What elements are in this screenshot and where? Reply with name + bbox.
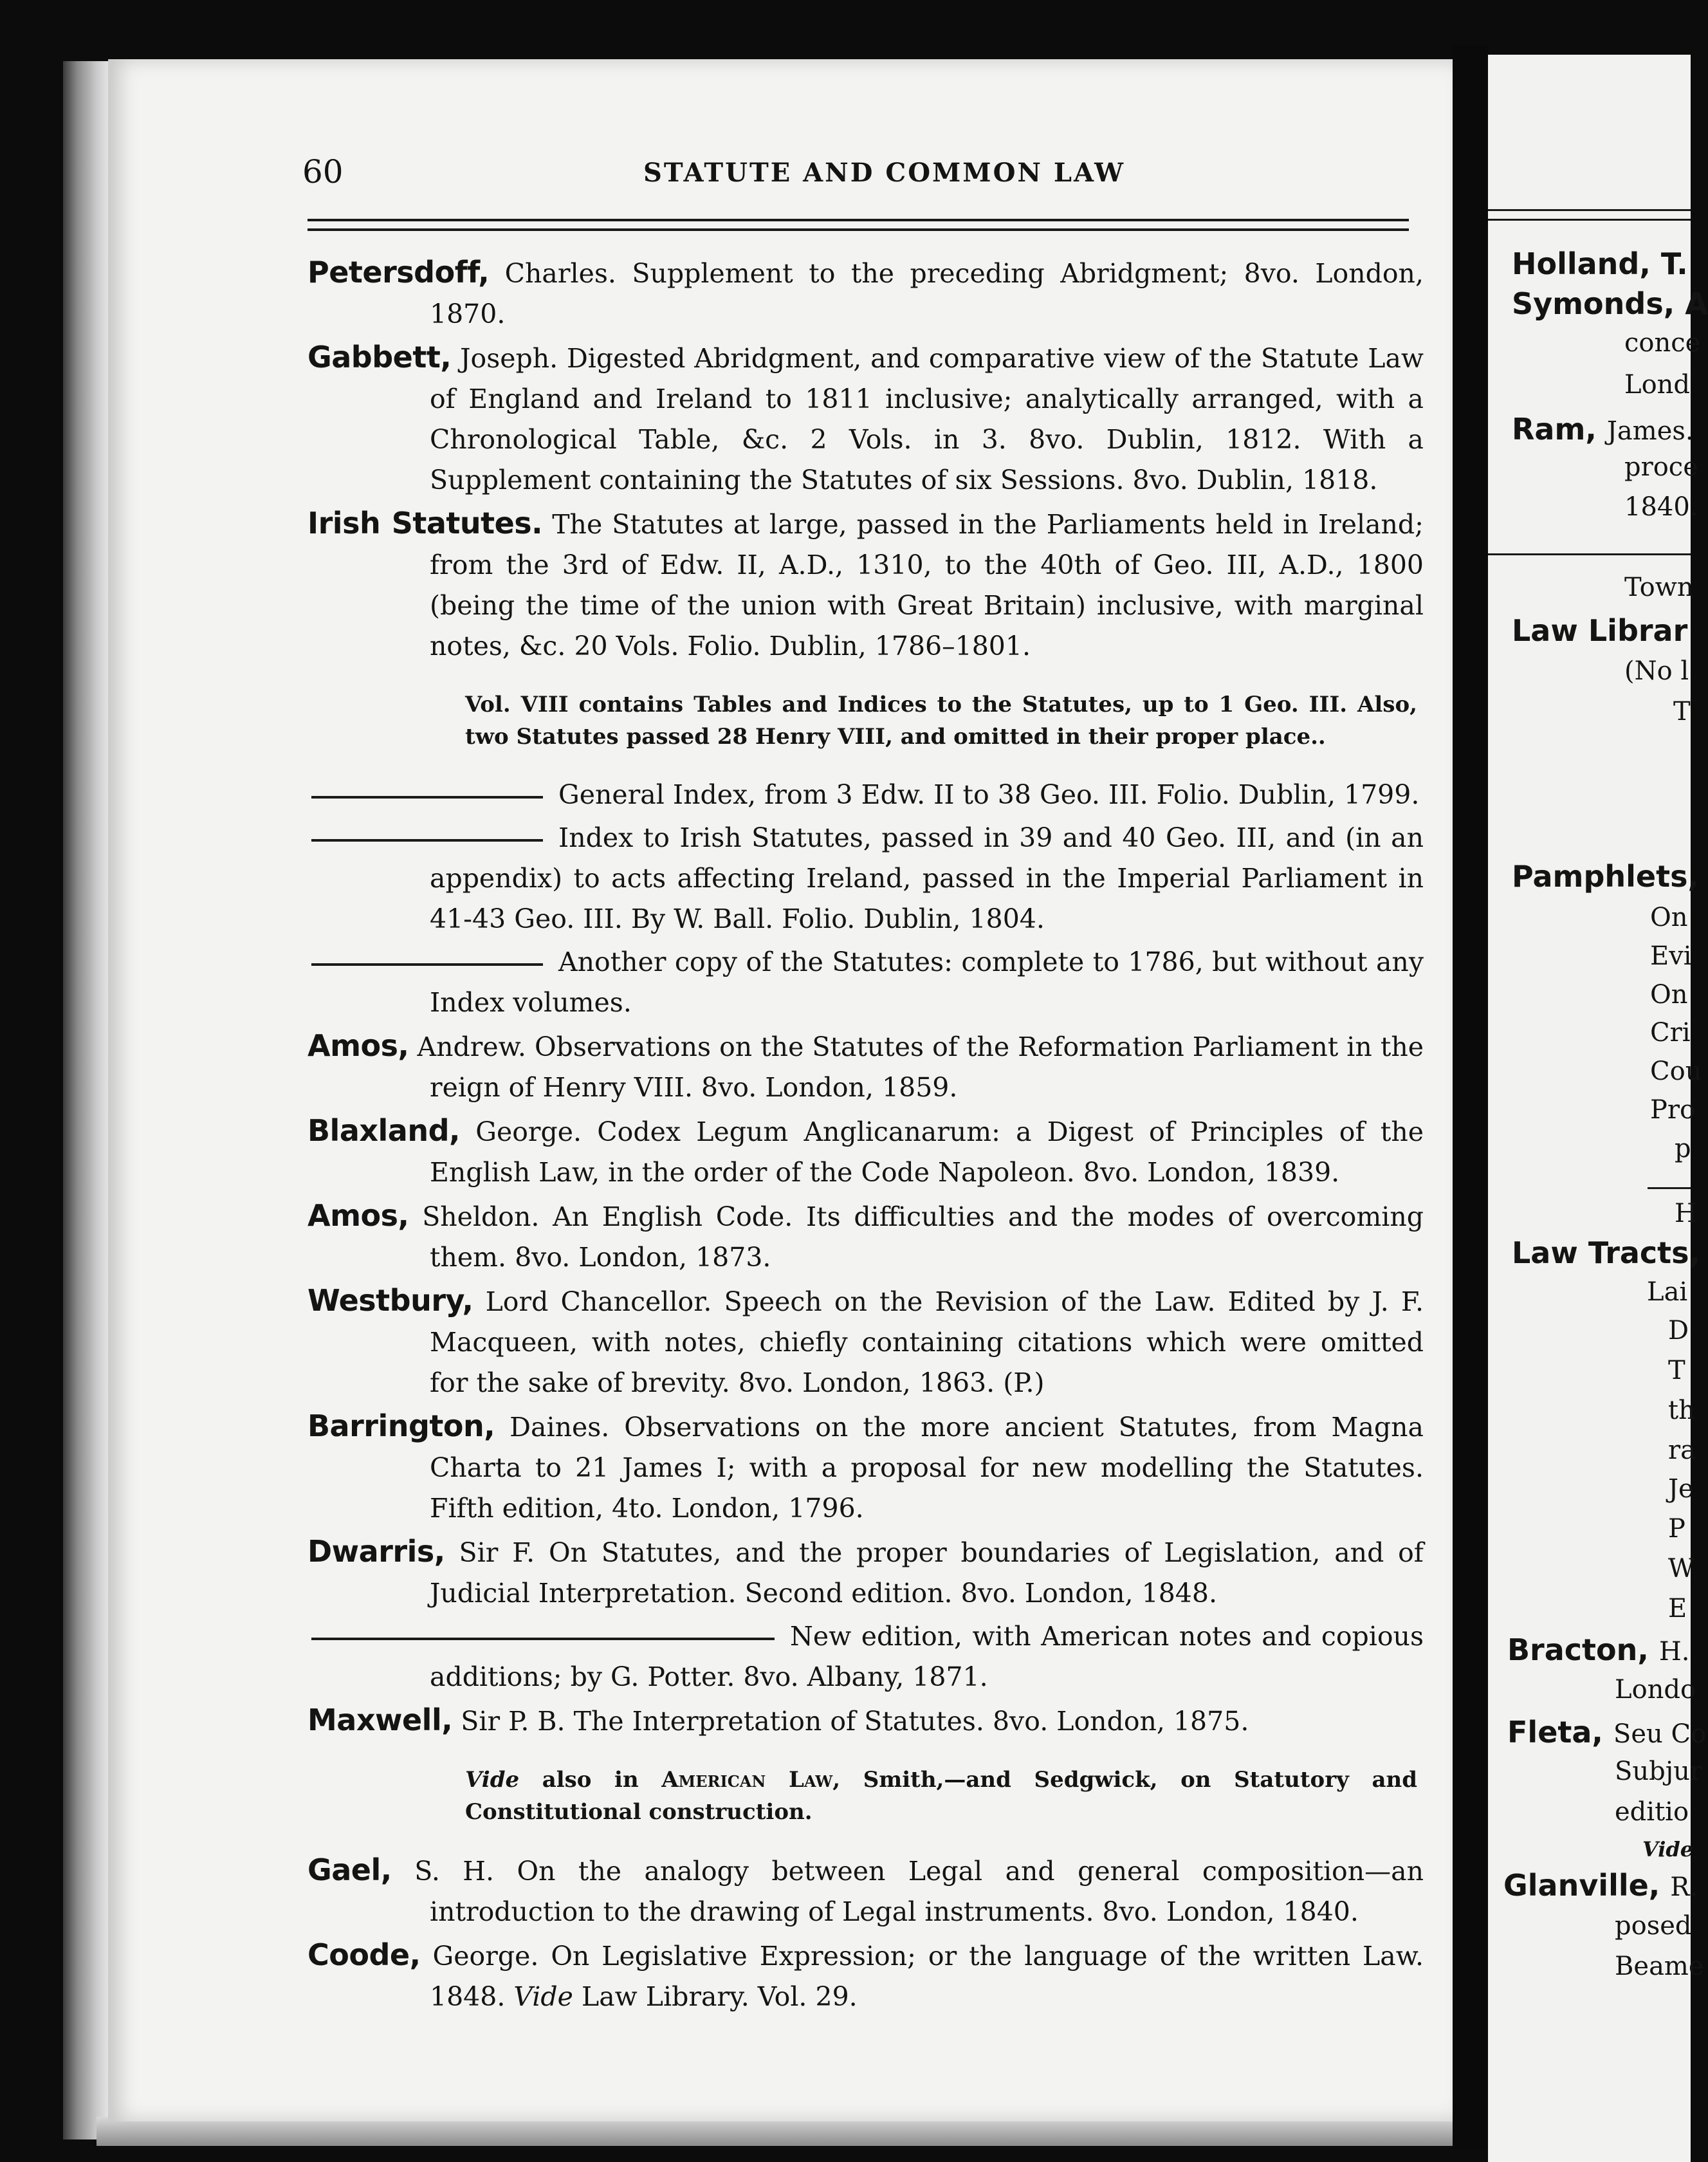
ditto-rule bbox=[311, 963, 543, 966]
ditto-rule bbox=[311, 1638, 775, 1640]
right-entry-fleta: Fleta, Seu Co bbox=[1507, 1715, 1707, 1750]
entry-amos-sheldon: Amos, Sheldon. An English Code. Its difficulties and the modes of overcoming them. 8vo. London, 1873. bbox=[308, 1198, 1424, 1273]
header-rule bbox=[1488, 219, 1691, 221]
right-line: Lond bbox=[1624, 370, 1691, 400]
right-line: Cri bbox=[1650, 1018, 1691, 1048]
entry-dwarris: Dwarris, Sir F. On Statutes, and the proper boundaries of Legislation, and of Judicial Interpretation. Second edition. 8vo. London, 1848. bbox=[308, 1534, 1424, 1609]
right-line: Lai bbox=[1647, 1277, 1688, 1307]
entry-gabbett: Gabbett, Joseph. Digested Abridgment, and comparative view of the Statute Law of England and Ireland to 1811 inclusive; analytically arranged, with a Chronological Table, &c. 2 Vols. in 3. 8vo. Dublin, 1812. With a Supplement containing the Statutes of six Sessions. 8vo. Dublin, 1818. bbox=[308, 340, 1424, 495]
header-rule bbox=[308, 228, 1409, 231]
right-entry-ram: Ram, James. bbox=[1512, 412, 1694, 447]
section-rule bbox=[1648, 1187, 1691, 1189]
entry-general-index: General Index, from 3 Edw. II to 38 Geo. III. Folio. Dublin, 1799. bbox=[308, 775, 1424, 815]
entry-index-irish-statutes: Index to Irish Statutes, passed in 39 and 40 Geo. III, and (in an appendix) to acts affecting Ireland, passed in the Imperial Parliament in 41-43 Geo. III. By W. Ball. Folio. Dublin, 1804. bbox=[308, 818, 1424, 939]
right-page bbox=[1488, 55, 1708, 2162]
page-number: 60 bbox=[302, 153, 344, 190]
book-spine-edge bbox=[63, 61, 111, 2139]
right-entry-pamphlets: Pamphlets, bbox=[1512, 859, 1699, 894]
entry-another-copy: Another copy of the Statutes: complete to 1786, but without any Index volumes. bbox=[308, 942, 1424, 1023]
right-line: Beame bbox=[1615, 1952, 1704, 1981]
right-line: p bbox=[1675, 1134, 1691, 1163]
ditto-rule bbox=[311, 839, 543, 842]
entry-barrington: Barrington, Daines. Observations on the more ancient Statutes, from Magna Charta to 21 James I; with a proposal for new modelling the Statutes. Fifth edition, 4to. London, 1796. bbox=[308, 1409, 1424, 1524]
header-rule bbox=[1488, 209, 1691, 211]
entry-maxwell: Maxwell, Sir P. B. The Interpretation of Statutes. 8vo. London, 1875. bbox=[308, 1703, 1249, 1737]
right-line: T bbox=[1673, 697, 1691, 726]
right-entry-bracton: Bracton, H. bbox=[1507, 1632, 1690, 1667]
right-entry-law-library: Law Librar bbox=[1512, 613, 1688, 648]
bibliography-entries bbox=[308, 252, 1424, 2020]
entry-gael: Gael, S. H. On the analogy between Legal and general composition—an introduction to the drawing of Legal instruments. 8vo. London, 1840. bbox=[308, 1852, 1424, 1927]
right-line: th bbox=[1668, 1396, 1695, 1425]
right-line: Londo bbox=[1615, 1675, 1696, 1705]
entry-amos-andrew: Amos, Andrew. Observations on the Statutes of the Reformation Parliament in the reign of Henry VIII. 8vo. London, 1859. bbox=[308, 1028, 1424, 1103]
right-line: On bbox=[1650, 980, 1688, 1010]
right-line: P bbox=[1668, 1514, 1685, 1544]
right-line: Subjur bbox=[1615, 1757, 1703, 1786]
right-entry-symonds: Symonds, A bbox=[1512, 286, 1708, 321]
entry-note: Vol. VIII contains Tables and Indices to the Statutes, up to 1 Geo. III. Also, two Statutes passed 28 Henry VIII, and omitted in their proper place.. bbox=[465, 692, 1417, 750]
right-line: ra bbox=[1668, 1436, 1696, 1465]
right-line: On bbox=[1650, 903, 1688, 932]
right-line: proce bbox=[1624, 452, 1698, 482]
right-line: D bbox=[1668, 1316, 1689, 1345]
right-entry-holland: Holland, T. bbox=[1512, 246, 1688, 281]
right-line: (No l bbox=[1624, 656, 1689, 686]
right-line: posed bbox=[1615, 1911, 1692, 1941]
right-line: Evi bbox=[1650, 941, 1692, 971]
right-line: H bbox=[1675, 1199, 1697, 1228]
entry-petersdoff: Petersdoff, Charles. Supplement to the preceding Abridgment; 8vo. London, 1870. bbox=[308, 255, 1424, 329]
right-line: T bbox=[1668, 1356, 1685, 1385]
ditto-rule bbox=[311, 796, 543, 799]
right-line: conce bbox=[1624, 328, 1701, 358]
entry-coode: Coode, George. On Legislative Expression; or the language of the written Law. 1848. Vide Law Library. Vol. 29. bbox=[308, 1937, 1424, 2012]
header-rule bbox=[308, 219, 1409, 221]
right-line: Cou bbox=[1650, 1057, 1702, 1086]
right-line: Je bbox=[1668, 1474, 1694, 1504]
entry-dwarris-new-edition: New edition, with American notes and copious additions; by G. Potter. 8vo. Albany, 1871. bbox=[308, 1616, 1424, 1697]
entry-westbury: Westbury, Lord Chancellor. Speech on the Revision of the Law. Edited by J. F. Macqueen, with notes, chiefly containing citations which were omitted for the sake of brevity. 8vo. London, 1863. (P.) bbox=[308, 1283, 1424, 1398]
book-gutter bbox=[1453, 45, 1488, 2149]
running-head: STATUTE AND COMMON LAW bbox=[643, 158, 1126, 188]
section-rule bbox=[1488, 553, 1691, 555]
right-line: Town bbox=[1624, 573, 1694, 602]
right-entry-law-tracts: Law Tracts, bbox=[1512, 1235, 1701, 1270]
right-line: Pro bbox=[1650, 1095, 1696, 1125]
right-line: E bbox=[1668, 1594, 1687, 1623]
right-line: 1840. bbox=[1624, 492, 1698, 522]
right-entry-glanville: Glanville, R. bbox=[1503, 1868, 1698, 1903]
right-line: editio bbox=[1615, 1797, 1689, 1827]
right-line: W bbox=[1668, 1554, 1695, 1584]
entry-note-vide: Vide also in American Law, Smith,—and Sedgwick, on Statutory and Constitutional construction. bbox=[465, 1767, 1417, 1825]
entry-blaxland: Blaxland, George. Codex Legum Anglicanarum: a Digest of Principles of the English Law, in the order of the Code Napoleon. 8vo. London, 1839. bbox=[308, 1113, 1424, 1188]
right-line: Vide bbox=[1642, 1837, 1694, 1862]
entry-irish-statutes: Irish Statutes. The Statutes at large, passed in the Parliaments held in Ireland; from the 3rd of Edw. II, A.D., 1310, to the 40th of Geo. III, A.D., 1800 (being the time of the union with Great Britain) inclusive, with marginal notes, &c. 20 Vols. Folio. Dublin, 1786–1801. bbox=[308, 506, 1424, 661]
